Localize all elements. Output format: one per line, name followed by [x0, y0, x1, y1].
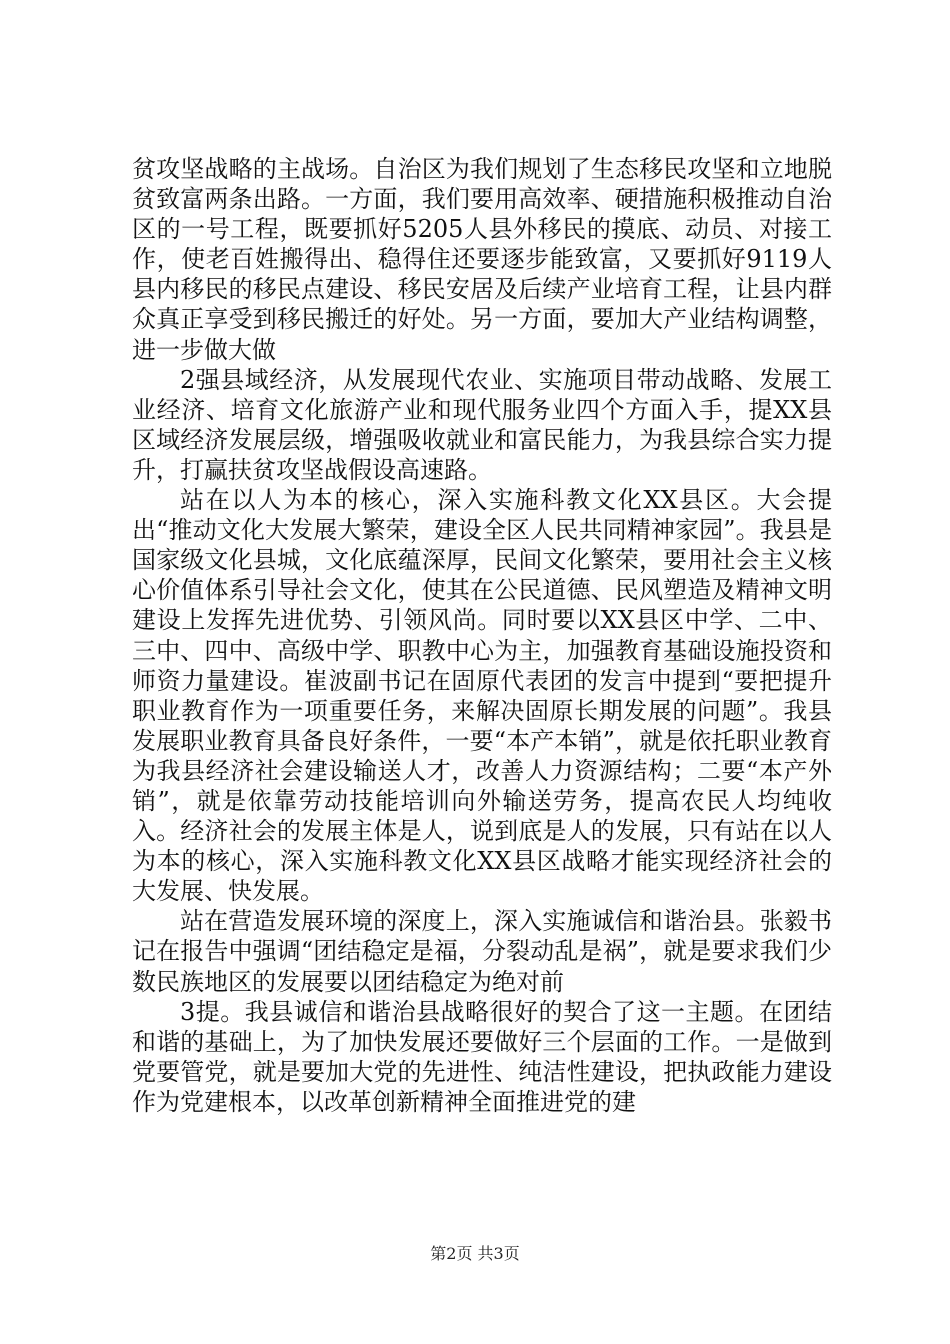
paragraph-3: 站在以人为本的核心，深入实施科教文化XX县区。大会提出“推动文化大发展大繁荣，建设全区人民共同精神家园”。我县是国家级文化县城，文化底蕴深厚，民间文化繁荣，要用社会主义核心价值体系引导社会文化，使其在公民道德、民风塑造及精神文明建设上发挥先进优势、引领风尚。同时要以XX县区中学、二中、三中、四中、高级中学、职教中心为主，加强教育基础设施投资和师资力量建设。崔波副书记在固原代表团的发言中提到“要把提升职业教育作为一项重要任务，来解决固原长期发展的问题”。我县发展职业教育具备良好条件，一要“本产本销”，就是依托职业教育为我县经济社会建设输送人才，改善人力资源结构；二要“本产外销”，就是依靠劳动技能培训向外输送劳务，提高农民人均纯收入。经济社会的发展主体是人，说到底是人的发展，只有站在以人为本的核心，深入实施科教文化XX县区战略才能实现经济社会的大发展、快发展。: [132, 486, 832, 906]
paragraph-5: 3提。我县诚信和谐治县战略很好的契合了这一主题。在团结和谐的基础上，为了加快发展还要做好三个层面的工作。一是做到党要管党，就是要加大党的先进性、纯洁性建设，把执政能力建设作为党建根本，以改革创新精神全面推进党的建: [132, 997, 832, 1116]
page-footer: 第2页 共3页: [430, 1244, 520, 1263]
document-body: [132, 154, 832, 1117]
paragraph-4: 站在营造发展环境的深度上，深入实施诚信和谐治县。张毅书记在报告中强调“团结稳定是福，分裂动乱是祸”，就是要求我们少数民族地区的发展要以团结稳定为绝对前: [132, 907, 832, 996]
paragraph-2: 2强县域经济，从发展现代农业、实施项目带动战略、发展工业经济、培育文化旅游产业和现代服务业四个方面入手，提XX县区域经济发展层级，增强吸收就业和富民能力，为我县综合实力提升，打赢扶贫攻坚战假设高速路。: [132, 365, 832, 484]
paragraph-1: 贫攻坚战略的主战场。自治区为我们规划了生态移民攻坚和立地脱贫致富两条出路。一方面，我们要用高效率、硬措施积极推动自治区的一号工程，既要抓好5205人县外移民的摸底、动员、对接工作，使老百姓搬得出、稳得住还要逐步能致富，又要抓好9119人县内移民的移民点建设、移民安居及后续产业培育工程，让县内群众真正享受到移民搬迁的好处。另一方面，要加大产业结构调整，进一步做大做: [132, 155, 832, 364]
